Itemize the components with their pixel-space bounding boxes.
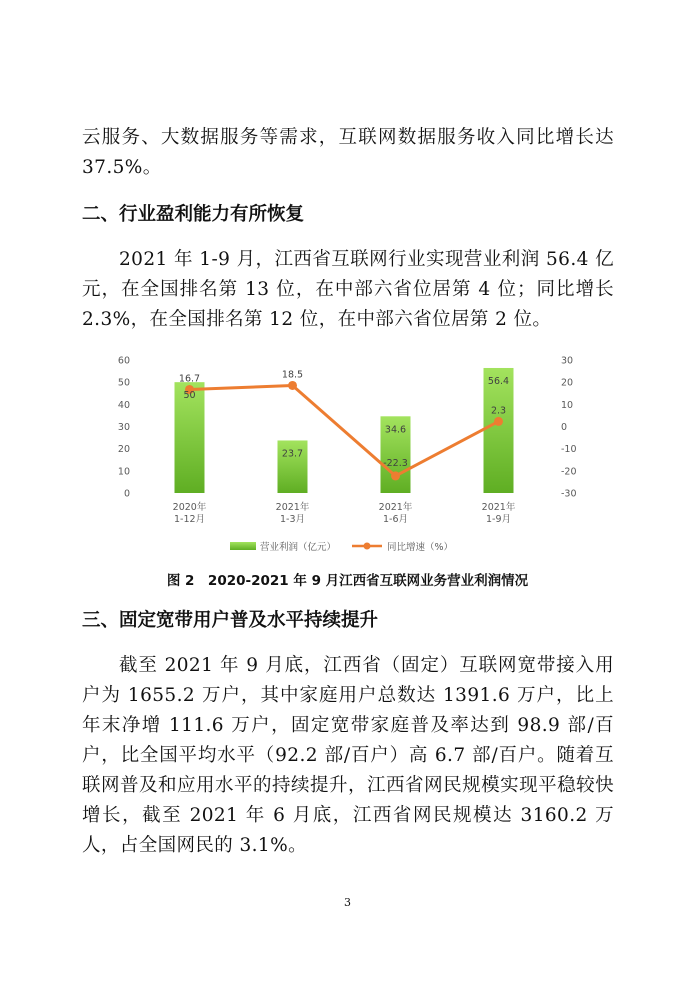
right-tick-label: -10 (561, 444, 577, 456)
left-tick-label: 0 (123, 488, 130, 500)
legend (230, 541, 453, 553)
line-series (185, 381, 503, 480)
page-number: 3 (344, 896, 351, 909)
line-data-label: 2.3 (490, 405, 507, 417)
section-heading-3: 三、固定宽带用户普及水平持续提升 (82, 610, 379, 631)
line-point (494, 417, 503, 426)
category-labels (173, 501, 516, 525)
bar-data-label: 34.6 (384, 424, 407, 436)
legend-bar-swatch (230, 542, 256, 550)
bar-data-label: 23.7 (281, 448, 304, 460)
right-tick-label: -30 (561, 488, 577, 500)
right-tick-label: 0 (561, 422, 568, 433)
category-label: 1-3月 (279, 514, 306, 525)
growth-line (190, 385, 499, 475)
category-label: 2020年 (172, 502, 207, 513)
paragraph-1: 云服务、大数据服务等需求，互联网数据服务收入同比增长达37.5%。 (82, 127, 614, 178)
left-tick-label: 50 (117, 377, 130, 389)
line-point (288, 381, 297, 390)
section-heading-2: 二、行业盈利能力有所恢复 (82, 204, 305, 225)
figure-caption: 图 2 2020-2021 年 9 月江西省互联网业务营业利润情况 (166, 573, 529, 589)
right-axis-ticks (561, 356, 577, 500)
right-tick-label: -20 (561, 466, 577, 478)
left-tick-label: 40 (117, 399, 130, 411)
legend-line-marker (364, 543, 371, 550)
category-label: 2021年 (275, 502, 310, 513)
left-tick-label: 30 (117, 422, 130, 433)
line-data-label: -22.3 (383, 457, 408, 469)
category-label: 1-6月 (382, 514, 409, 525)
category-label: 2021年 (481, 502, 516, 513)
bar-data-label: 50 (183, 390, 196, 402)
right-tick-label: 10 (561, 399, 574, 411)
line-data-label: 18.5 (281, 369, 304, 381)
legend-bar-label: 营业利润（亿元） (260, 542, 337, 553)
left-axis-ticks (118, 356, 130, 500)
right-tick-label: 30 (561, 355, 574, 367)
legend-line-label: 同比增速（%） (387, 542, 454, 553)
line-point (391, 471, 400, 480)
left-tick-label: 10 (117, 466, 130, 478)
line-data-labels (179, 369, 506, 468)
bar-data-label: 56.4 (487, 375, 510, 387)
category-label: 1-12月 (173, 514, 206, 525)
category-label: 1-9月 (485, 514, 512, 525)
line-data-label: 16.7 (178, 373, 201, 385)
left-tick-label: 20 (117, 444, 130, 456)
profit-chart (100, 348, 595, 560)
paragraph-3: 截至 2021 年 9 月底，江西省（固定）互联网宽带接入用户为 1655.2 万户，其中家庭用户总数达 1391.6 万户，比上年末净增 111.6 万户，固定宽带家庭普及率达到 98.9 部/百户，比全国平均水平（92.2 部/百户）高 6.7 部/百户。随着互联网普及和应用水平的持续提升，江西省网民规模实现平稳较快增长，截至 2021 年 6 月底，江西省网民规模达 3160.2 万人，占全国网民的 3.1%。 (82, 655, 614, 856)
left-tick-label: 60 (117, 355, 130, 367)
category-label: 2021年 (378, 502, 413, 513)
paragraph-2: 2021 年 1-9 月，江西省互联网行业实现营业利润 56.4 亿元，在全国排名第 13 位，在中部六省位居第 4 位；同比增长 2.3%，在全国排名第 12 位，在中部六省位居第 2 位。 (82, 249, 614, 330)
right-tick-label: 20 (561, 377, 574, 389)
